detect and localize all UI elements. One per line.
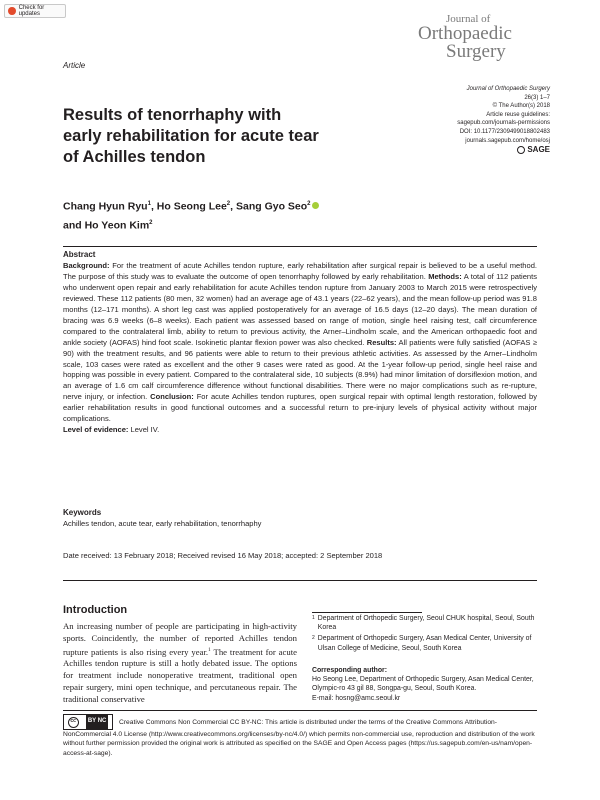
meta-reuse: Article reuse guidelines: <box>486 111 550 118</box>
abstract-background: For the treatment of acute Achilles tendon rupture, early rehabilitation after surgical repair is believed to be a useful method. The purpose of this study was to evaluate the outcome of open tenorrhaphy followed by early rehabilitation. <box>63 260 537 281</box>
abstract-conclusion-label: Conclusion: <box>147 392 194 402</box>
intro-text: An increasing number of people are participating in high-activity sports. Coincidently, the number of reported Achilles tendon rupture patients is also rising every year. <box>63 621 297 657</box>
introduction-body <box>63 621 297 705</box>
sage-icon <box>517 146 525 154</box>
article-meta <box>380 85 550 158</box>
journal-logo-line3: Surgery <box>446 41 506 62</box>
updates-icon <box>8 7 16 15</box>
citation-sup[interactable]: 1 <box>208 646 211 653</box>
affiliation-rule <box>312 612 422 613</box>
affiliation-item <box>312 634 537 652</box>
meta-journal-name: Journal of Orthopaedic Surgery <box>466 86 550 92</box>
abstract-methods-label: Methods: <box>425 271 462 281</box>
body-top-rule <box>63 580 537 581</box>
article-type-label: Article <box>63 61 86 70</box>
meta-issue: 26(3) 1–7 <box>524 94 550 101</box>
sage-label: SAGE <box>527 145 550 155</box>
author-name: Sang Gyo Seo <box>235 200 308 213</box>
meta-home-link[interactable]: journals.sagepub.com/home/osj <box>465 137 550 144</box>
corresponding-heading: Corresponding author: <box>312 667 388 674</box>
cc-license-icon[interactable] <box>63 714 113 730</box>
abstract-heading: Abstract <box>63 250 96 259</box>
affiliation-text: Department of Orthopedic Surgery, Seoul CHUK hospital, Seoul, South Korea <box>317 615 535 632</box>
license-text: Creative Commons Non Commercial CC BY-NC: This article is distributed under the terms of the Creative Commons Attribution-NonCommercial 4.0 License (http://www.creativecommons.org/licenses/by-nc/4.0/) which permits non-commercial use, reproduction and distribution of the work without further permission provided the original work is attributed as specified on the SAGE and Open Access pages (https://us.sagepub.com/en-us/nam/open-access-at-sage). <box>63 718 535 757</box>
journal-logo-line1: Journal of <box>446 13 491 25</box>
author-separator: , <box>230 200 236 213</box>
abstract-top-rule <box>63 246 537 247</box>
keywords-heading: Keywords <box>63 508 102 517</box>
license-rule <box>63 710 537 711</box>
abstract-body <box>63 261 537 425</box>
abstract-conclusion: For acute Achilles tendon ruptures, open surgical repair with optimal length restoration, followed by earlier rehabilitation results in good functional outcomes and a successful return to pre-injury levels of physical activity without major complications. <box>63 392 538 424</box>
affiliation-item <box>312 614 537 632</box>
affiliation-sup: 1 <box>312 615 315 621</box>
keywords <box>63 508 537 529</box>
author-separator: , <box>150 200 157 213</box>
introduction-heading: Introduction <box>63 604 128 616</box>
abstract-methods: A total of 112 patients who underwent open repair and early rehabilitation for acute Achilles tendon rupture from January 2003 to March 2015 were retrospectively reviewed. These 112 patients (80 men, 32 women) had an average age of 43.1 years (22–62 years), and the mean follow-up period was 91.8 months (12–171 months). A short leg cast was applied postoperatively for an average of 16.5 days (12–20 days). The mean duration of bracing was 6.9 weeks (6–8 weeks). Each patient was assessed based on range of motion, single heel raising test, calf circumference compared to the contralateral limb, ability to return to previous activity, the Arner–Lindholm scale, and the American orthopaedic foot and ankle society (AOFAS) hind foot scale. Isokinetic plantar flexion power was also checked. <box>63 271 537 347</box>
cc-by-nc-icon <box>86 715 109 729</box>
abstract-results: All patients were fully satisfied (AOFAS ≥ 90) with the treatment results, and 96 patients were able to return to their previous athletic activities. As assessed by the Arner–Lindholm scale, 103 cases were rated as excellent and the other 9 cases were rated as good. At the 1-year follow-up period, single heel raise and hopping was possible in every patient. Compared to the contralateral side, 10 subjects (8.9%) had minor limitation of dorsiflexion motion, and an average of 1.6 cm calf circumference difference without functional disabilities. There were no major complications such as re-rupture, nerve injury, or infection. <box>63 337 537 402</box>
sage-logo <box>517 146 550 155</box>
level-value: Level IV. <box>128 425 160 435</box>
author-affil-sup: 2 <box>149 219 153 226</box>
corresponding-author <box>312 666 537 703</box>
affiliations <box>312 614 537 655</box>
cc-by-label: BY NC <box>87 718 107 725</box>
orcid-icon[interactable] <box>312 202 319 209</box>
author-affil-sup: 1 <box>147 201 151 207</box>
intro-text-cont: The treatment for acute Achilles tendon rupture is still a hotly debated issue. The options for treatment include nonoperative treatment, traditional open repair surgery, mini open technique, and percutaneous repair. The traditional conservative <box>63 646 297 704</box>
article-dates: Date received: 13 February 2018; Received revised 16 May 2018; accepted: 2 September 2018 <box>63 551 383 560</box>
cc-label: cc <box>70 718 76 725</box>
abstract-results-label: Results: <box>364 337 397 347</box>
author-list <box>63 196 403 233</box>
license-block <box>63 714 537 758</box>
level-of-evidence <box>63 425 537 436</box>
journal-logo-line2: Orthopaedic <box>418 23 512 44</box>
corresponding-address: Ho Seong Lee, Department of Orthopedic Surgery, Asan Medical Center, Olympic-ro 43 gil 88, Songpa-gu, Seoul, South Korea. <box>312 676 534 693</box>
level-label: Level of evidence: <box>63 425 129 435</box>
meta-reuse-link[interactable]: sagepub.com/journals-permissions <box>457 120 550 127</box>
updates-label: Check for updates <box>18 5 45 17</box>
meta-copyright: © The Author(s) 2018 <box>492 103 550 110</box>
abstract <box>63 250 537 436</box>
keywords-text: Achilles tendon, acute tear, early rehabilitation, tenorrhaphy <box>63 518 262 528</box>
journal-logo <box>418 14 536 61</box>
corresponding-email[interactable]: E-mail: hosng@amc.seoul.kr <box>312 694 401 702</box>
author-affil-sup: 2 <box>226 201 231 207</box>
check-for-updates-badge[interactable] <box>4 4 66 18</box>
author-name: Ho Seong Lee <box>156 200 227 213</box>
cc-circle-icon <box>68 717 79 728</box>
author-name: and Ho Yeon Kim <box>63 219 150 231</box>
author-name: Chang Hyun Ryu <box>63 200 148 213</box>
affiliation-sup: 2 <box>312 635 315 642</box>
article-title: Results of tenorrhaphy with early rehabilitation for acute tear of Achilles tendon <box>63 106 319 166</box>
abstract-background-label: Background: <box>63 260 110 270</box>
affiliation-text: Department of Orthopedic Surgery, Asan Medical Center, University of Ulsan College of Medicine, Seoul, South Korea <box>317 635 532 652</box>
author-affil-sup: 2 <box>307 201 311 207</box>
meta-doi[interactable]: DOI: 10.1177/2309499018802483 <box>459 128 550 135</box>
